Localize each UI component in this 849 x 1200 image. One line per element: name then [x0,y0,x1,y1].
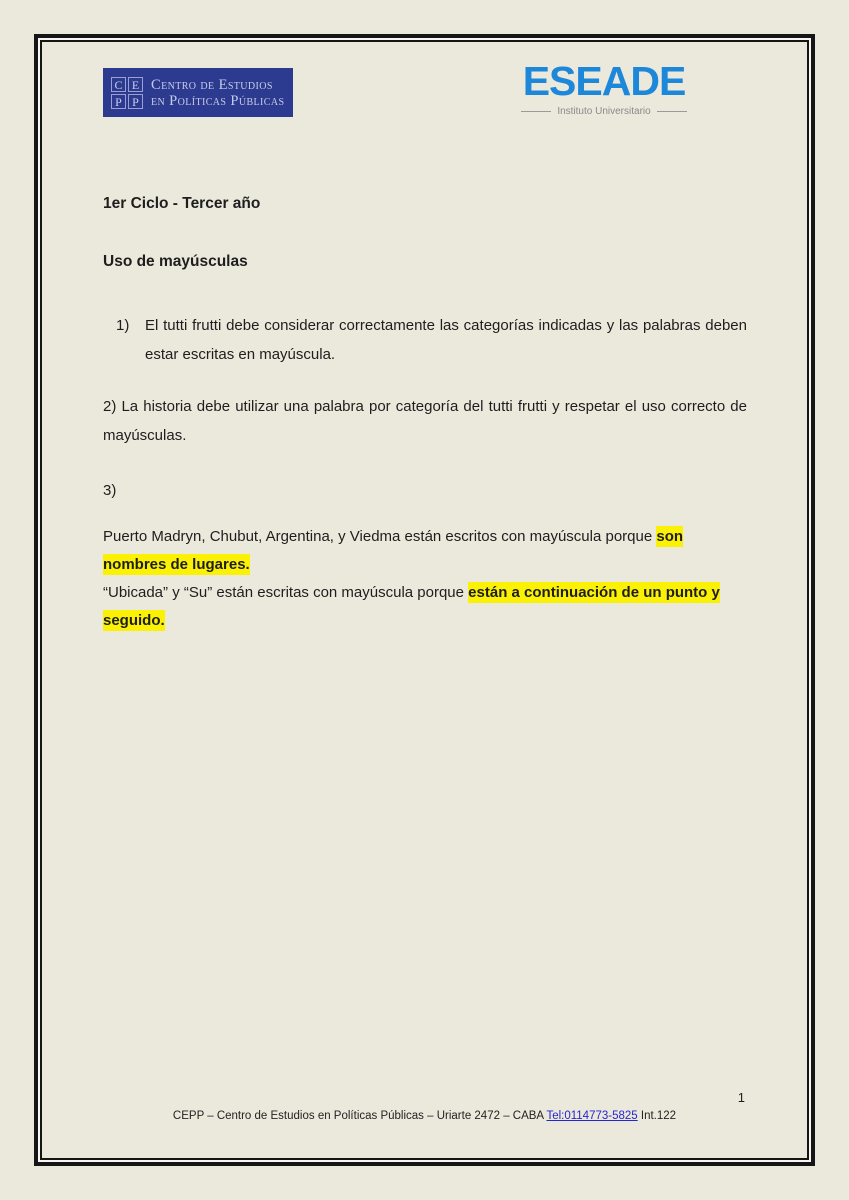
footer [0,1110,849,1122]
list-item-1 [103,311,747,369]
footer-text-before: CEPP – Centro de Estudios en Políticas Públicas – Uriarte 2472 – CABA [172,1110,547,1122]
cepp-logo-line2: en Políticas Públicas [151,92,285,109]
cepp-logo-grid-icon [111,77,143,109]
list-item-3-number: 3) [103,482,117,499]
cepp-grid-letter: P [128,94,143,109]
list-item-2: 2) La historia debe utilizar una palabra por categoría del tutti frutti y respetar el uso correcto de mayúsculas. [103,398,747,444]
eseade-logo-wordmark: ESEADE [522,58,686,104]
cepp-logo-text [151,77,284,109]
eseade-logo-subtitle: Instituto Universitario [557,106,651,117]
cepp-logo-line1: Centro de Estudios [151,76,273,93]
eseade-logo [521,60,687,117]
answer-paragraph-1 [103,523,747,579]
list-item-1-text: El tutti frutti debe considerar correctamente las categorías indicadas y las palabras deben estar escritas en mayúscula. [145,317,747,363]
answer-paragraph-2-highlight: están a continuación de un punto y seguido. [103,584,720,629]
list-item-1-number: 1) [116,317,130,334]
cepp-grid-letter: E [128,77,143,92]
footer-tel-link[interactable]: Tel:0114773-5825 [546,1110,638,1122]
document-body [103,196,747,635]
footer-text-after: Int.122 [637,1110,677,1122]
doc-subtitle: Uso de mayúsculas [103,253,248,270]
answer-paragraph-1-highlight: son nombres de lugares. [103,528,684,573]
eseade-rule-left [521,111,551,112]
cepp-logo [103,68,293,117]
answer-paragraph-2-text: “Ubicada” y “Su” están escritas con mayúscula porque [103,584,469,601]
cepp-grid-letter: C [111,77,126,92]
doc-title: 1er Ciclo - Tercer año [103,195,261,212]
answer-paragraph-2 [103,579,747,635]
eseade-rule-right [657,111,687,112]
cepp-grid-letter: P [111,94,126,109]
page-number: 1 [737,1090,745,1105]
eseade-logo-subtitle-row [521,106,687,117]
answer-paragraph-1-text: Puerto Madryn, Chubut, Argentina, y Viedma están escritos con mayúscula porque [103,528,657,545]
